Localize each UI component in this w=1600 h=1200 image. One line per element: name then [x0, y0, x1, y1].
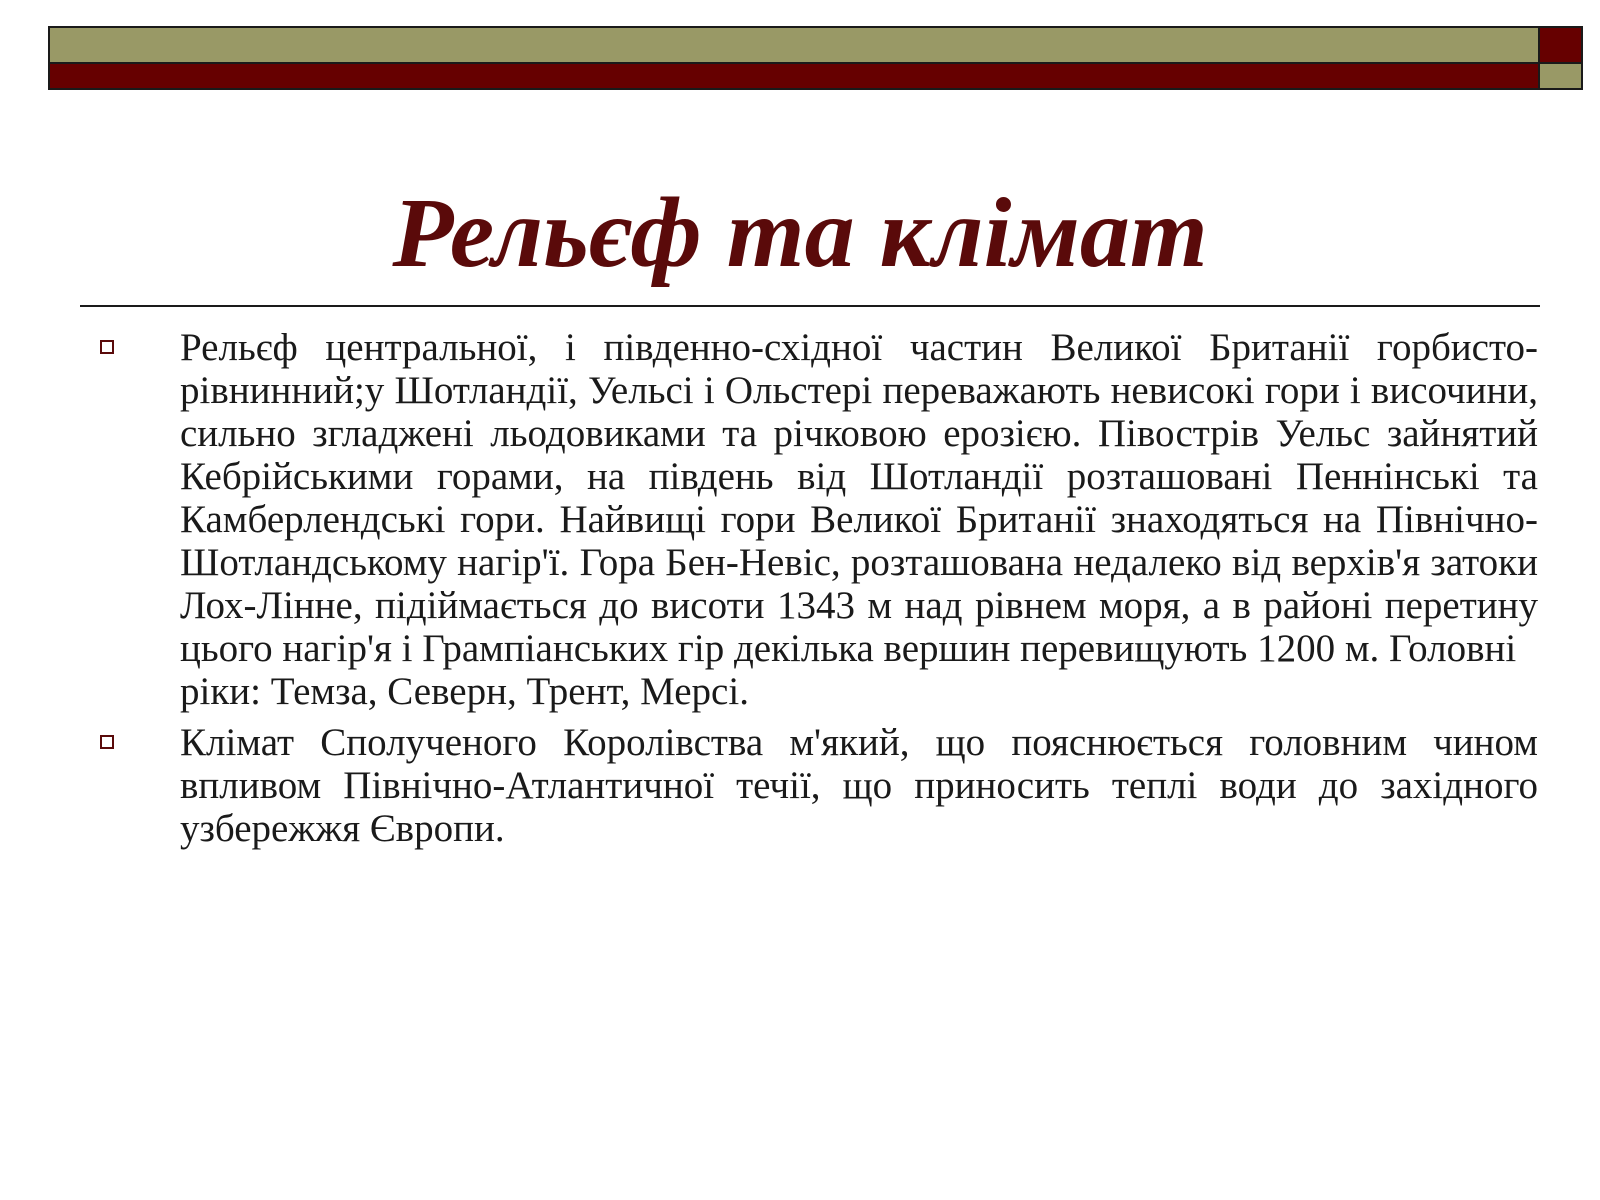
bar-maroon-stripe [48, 64, 1540, 90]
bullet-text: Клімат Сполученого Королівства м'який, що пояснюється головним чином впливом Північно-Атлантичної течії, що приносить теплі води до західного узбережжя Європи. [180, 721, 1538, 850]
bar-olive-stripe [48, 26, 1540, 64]
title-divider [80, 305, 1540, 307]
bullet-text: Рельєф центральної, і південно-східної частин Великої Британії горбисто-рівнинний;у Шотландії, Уельсі і Ольстері переважають невисокі гори і височини, сильно згладжені льодовиками та річковою ерозією. Півострів Уельс зайнятий Кебрійськими горами, на південь від Шотландії розташовані Пеннінські та Камберлендські гори. Найвищі гори Великої Британії знаходяться на Північно-Шотландському нагір'ї. Гора Бен-Невіс, розташована недалеко від верхів'я затоки Лох-Лінне, підіймається до висоти 1343 м над рівнем моря, а в районі перетину цього нагір'я і Грампіанських гір декілька вершин перевищують 1200 м. Головні [180, 326, 1538, 670]
corner-olive-square [1540, 64, 1583, 90]
bullet-list [98, 326, 1538, 858]
bullet-item-relief [98, 326, 1538, 713]
top-decorative-bar [48, 26, 1583, 92]
bullet-text-rivers: ріки: Темза, Северн, Трент, Мерсі. [180, 670, 749, 713]
square-bullet-icon [100, 340, 114, 354]
bullet-item-climate [98, 721, 1538, 850]
slide-title: Рельєф та клімат [392, 177, 1208, 288]
corner-maroon-square [1540, 26, 1583, 64]
square-bullet-icon [100, 735, 114, 749]
